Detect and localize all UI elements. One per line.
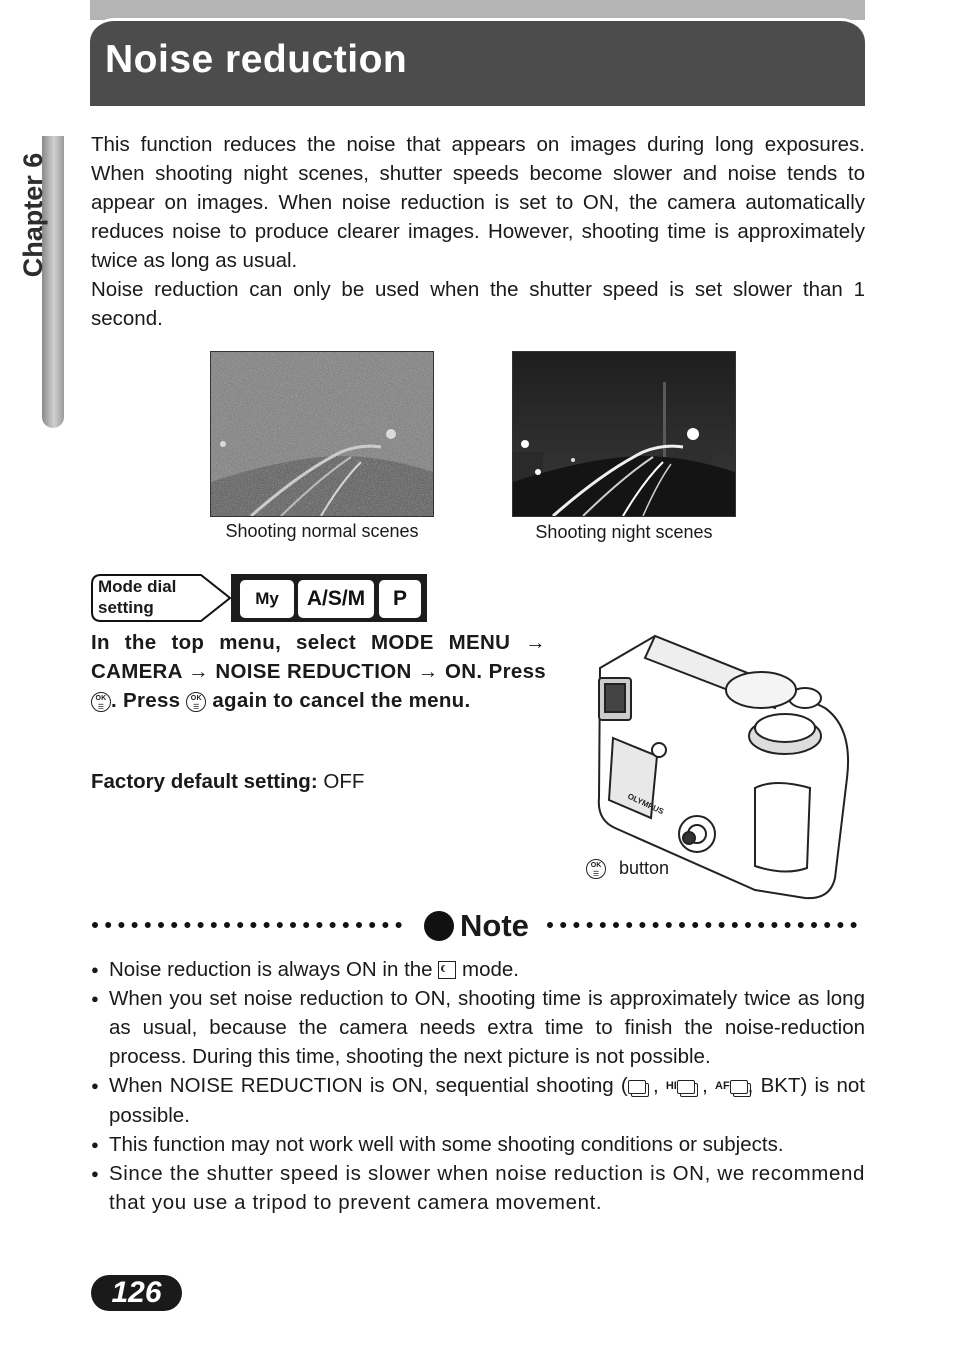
factory-default-value: OFF: [323, 770, 365, 793]
mode-dial-label: [98, 576, 176, 618]
instruction-part1: In the top menu, select MODE MENU → CAMERA → NOISE REDUCTION → ON. Press: [91, 631, 546, 683]
note-title: Note: [460, 908, 529, 943]
note-dots-right: [546, 918, 864, 932]
mode-p: P: [379, 580, 421, 618]
mode-asm: A/S/M: [298, 580, 374, 618]
intro-paragraph-2: Noise reduction can only be used when the shutter speed is set slower than 1 second.: [91, 278, 865, 330]
ok-button-icon: OK ☰: [186, 692, 206, 712]
note-item: ● When NOISE REDUCTION is ON, sequential shooting ( , HI , AF , BKT) is not possible.: [91, 1071, 865, 1130]
instruction-part3: again to cancel the menu.: [212, 689, 471, 712]
ok-button-icon: OK ☰: [91, 692, 111, 712]
note-item: ● Noise reduction is always ON in the mode.: [91, 955, 865, 984]
af-label: AF: [715, 1080, 730, 1093]
header-top-band: [90, 0, 865, 20]
factory-default-label: Factory default setting:: [91, 770, 318, 793]
page-number: 126: [91, 1275, 182, 1311]
page-title: Noise reduction: [105, 38, 408, 81]
photo-normal-scenes: [210, 351, 434, 517]
instruction-text: [91, 628, 546, 715]
note-heading: [424, 908, 529, 944]
hi-speed-label: HI: [665, 1080, 677, 1093]
button-caption-text: button: [619, 858, 670, 878]
mode-dial-label-line1: Mode dial: [98, 577, 177, 596]
caption-normal-scenes: Shooting normal scenes: [225, 521, 419, 541]
camera-button-caption: [586, 858, 669, 879]
intro-text: [91, 130, 865, 333]
factory-default: [91, 770, 364, 794]
note-item: ● When you set noise reduction to ON, shooting time is approximately twice as long as usual, because the camera needs extra time to finish the noise-reduction process. During this time, shooting the next picture is not possible.: [91, 984, 865, 1071]
intro-paragraph-1: This function reduces the noise that appears on images during long exposures. When shooting night scenes, shutter speeds become slower and noise tends to appear on images. When noise reduction is set to ON, the camera automatically reduces noise to produce clearer images. However, shooting time is approximately twice as long as usual.: [91, 133, 865, 272]
note-dots-left: [91, 918, 411, 932]
chapter-label: Chapter 6: [18, 152, 48, 278]
instruction-part2: . Press: [111, 689, 181, 712]
note-pen-icon: [424, 911, 454, 941]
caption-night-scenes: Shooting night scenes: [535, 522, 713, 542]
hi-speed-sequential-icon: [677, 1080, 695, 1094]
mode-dial-label-line2: setting: [98, 598, 154, 617]
night-scene-mode-icon: [438, 961, 456, 979]
note-item: ● Since the shutter speed is slower when noise reduction is ON, we recommend that you use a tripod to prevent camera movement.: [91, 1159, 865, 1217]
camera-brand-text: OLYMPUS: [626, 791, 666, 817]
note-item: ● This function may not work well with some shooting conditions or subjects.: [91, 1130, 865, 1159]
note-list: [91, 955, 865, 1217]
sequential-shooting-icon: [628, 1080, 646, 1094]
mode-my: My: [240, 580, 294, 618]
ok-button-icon: OK ☰: [586, 859, 606, 879]
photo-night-scenes: [512, 351, 736, 517]
af-sequential-icon: [730, 1080, 748, 1094]
